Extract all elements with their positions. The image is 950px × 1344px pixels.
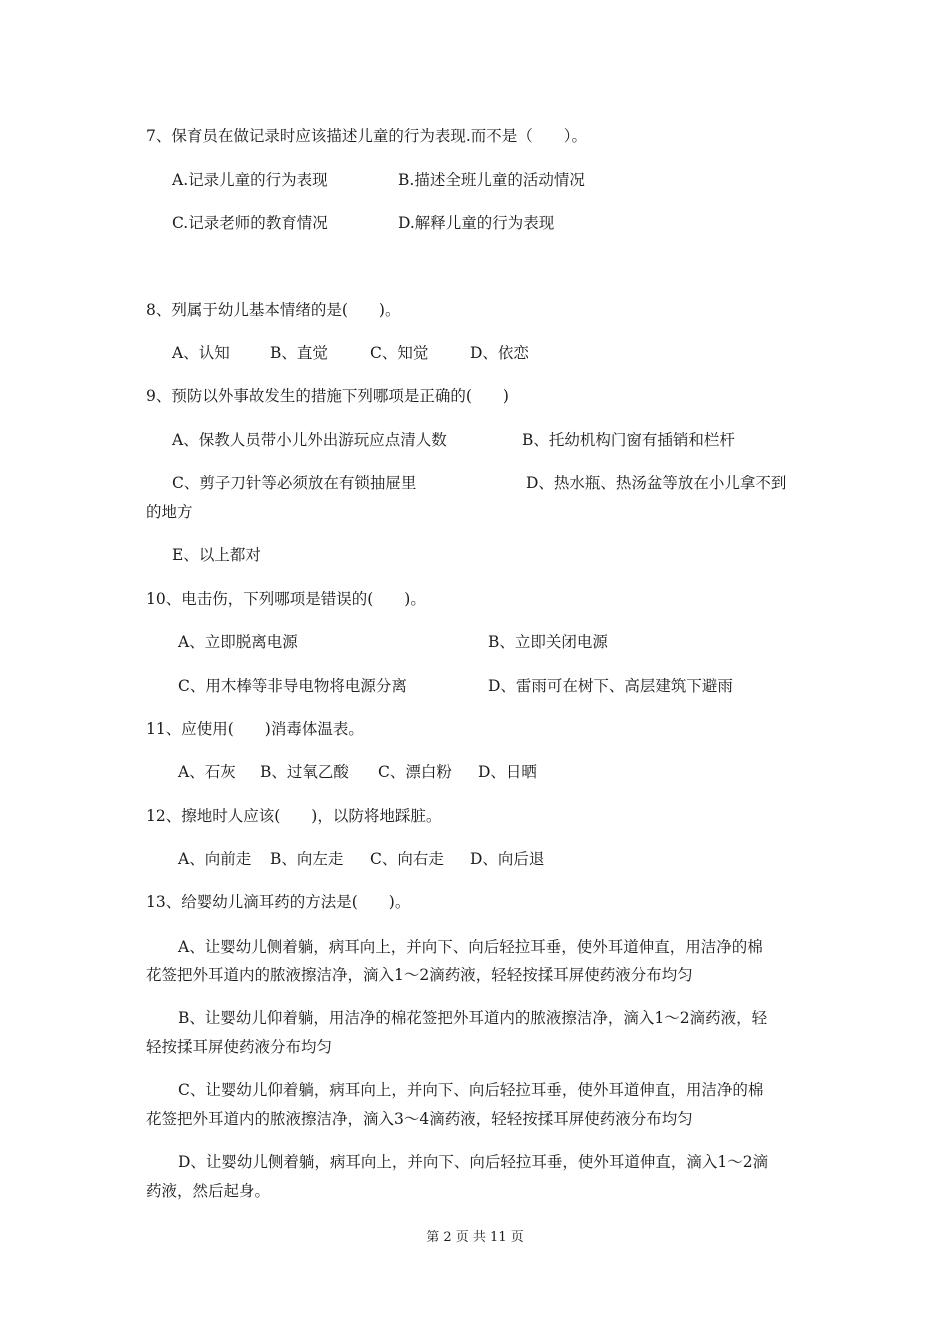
question-8-option-d: D、依恋 — [470, 344, 529, 362]
question-7-option-c: C.记录老师的教育情况 — [172, 214, 328, 232]
question-11-option-a: A、石灰 — [178, 763, 236, 781]
question-9-option-d: D、热水瓶、热汤盆等放在小儿拿不到 — [526, 474, 787, 492]
question-11-option-c: C、漂白粉 — [378, 763, 452, 781]
question-7-option-d: D.解释儿童的行为表现 — [398, 214, 555, 232]
question-7-option-b: B.描述全班儿童的活动情况 — [398, 171, 585, 189]
question-9-option-b: B、托幼机构门窗有插销和栏杆 — [522, 431, 735, 449]
question-13-option-a-line-2: 花签把外耳道内的脓液擦洁净，滴入1～2滴药液，轻轻按揉耳屏使药液分布均匀 — [146, 966, 693, 984]
question-12-option-b: B、向左走 — [270, 850, 344, 868]
question-13-option-a-line-1: A、让婴幼儿侧着躺，病耳向上，并向下、向后轻拉耳垂，使外耳道伸直，用洁净的棉 — [178, 938, 763, 956]
question-10-stem: 10、电击伤，下列哪项是错误的( )。 — [146, 590, 426, 608]
question-12-option-d: D、向后退 — [470, 850, 545, 868]
question-13-option-c-line-1: C、让婴幼儿仰着躺，病耳向上，并向下、向后轻拉耳垂，使外耳道伸直，用洁净的棉 — [178, 1081, 764, 1099]
question-12-option-c: C、向右走 — [370, 850, 444, 868]
question-9-option-a: A、保教人员带小儿外出游玩应点清人数 — [172, 431, 447, 449]
question-8-option-a: A、认知 — [172, 344, 230, 362]
question-9-option-e: E、以上都对 — [172, 546, 261, 564]
page-number-footer: 第 2 页 共 11 页 — [426, 1230, 524, 1245]
question-8-option-b: B、直觉 — [270, 344, 328, 362]
question-10-option-c: C、用木棒等非导电物将电源分离 — [178, 677, 407, 695]
question-10-option-b: B、立即关闭电源 — [488, 633, 608, 651]
question-10-option-a: A、立即脱离电源 — [178, 633, 298, 651]
question-9-stem: 9、预防以外事故发生的措施下列哪项是正确的( ) — [146, 387, 509, 405]
question-9-option-c: C、剪子刀针等必须放在有锁抽屉里 — [172, 474, 417, 492]
question-13-option-d-line-2: 药液，然后起身。 — [146, 1182, 271, 1200]
question-13-stem: 13、给婴幼儿滴耳药的方法是( )。 — [146, 893, 411, 911]
question-7-option-a: A.记录儿童的行为表现 — [172, 171, 328, 189]
question-8-stem: 8、列属于幼儿基本情绪的是( )。 — [146, 301, 401, 319]
question-9-option-d-continued: 的地方 — [146, 503, 193, 521]
question-13-option-c-line-2: 花签把外耳道内的脓液擦洁净，滴入3～4滴药液，轻轻按揉耳屏使药液分布均匀 — [146, 1110, 693, 1128]
question-11-option-d: D、日晒 — [478, 763, 537, 781]
question-11-option-b: B、过氧乙酸 — [260, 763, 349, 781]
question-11-stem: 11、应使用( )消毒体温表。 — [146, 720, 364, 738]
question-13-option-b-line-1: B、让婴幼儿仰着躺，用洁净的棉花签把外耳道内的脓液擦洁净，滴入1～2滴药液，轻 — [178, 1009, 768, 1027]
question-8-option-c: C、知觉 — [370, 344, 429, 362]
question-10-option-d: D、雷雨可在树下、高层建筑下避雨 — [488, 677, 733, 695]
question-13-option-d-line-1: D、让婴幼儿侧着躺，病耳向上，并向下、向后轻拉耳垂，使外耳道伸直，滴入1～2滴 — [178, 1153, 769, 1171]
question-12-stem: 12、擦地时人应该( )，以防将地踩脏。 — [146, 807, 442, 825]
question-13-option-b-line-2: 轻按揉耳屏使药液分布均匀 — [146, 1038, 333, 1056]
question-7-stem: 7、保育员在做记录时应该描述儿童的行为表现.而不是（ ）。 — [146, 127, 588, 145]
question-12-option-a: A、向前走 — [178, 850, 252, 868]
